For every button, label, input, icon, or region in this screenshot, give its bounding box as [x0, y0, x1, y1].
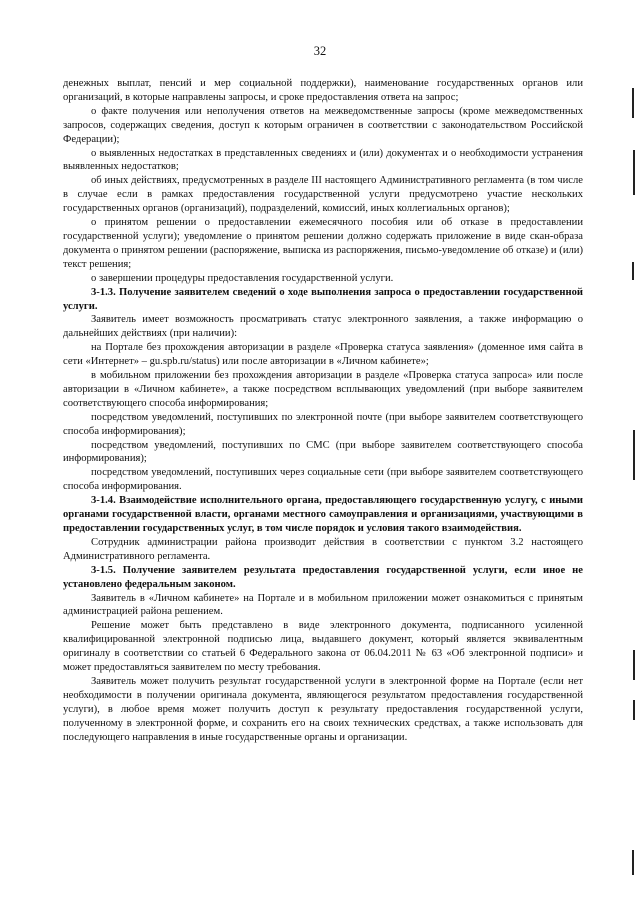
- paragraph-1: денежных выплат, пенсий и мер социальной поддержки), наименование государственных органов или организаций, в которые направлены запросы, и сроке предоставления ответа на запрос;: [63, 78, 583, 103]
- paragraph-15: Сотрудник администрации района производит действия в соответствии с пунктом 3.2 настоящего Административного регламента.: [63, 536, 583, 562]
- paragraph-12: посредством уведомлений, поступивших по СМС (при выборе заявителем соответствующего способа информирования);: [63, 439, 583, 465]
- scan-mark: [632, 262, 634, 280]
- paragraph-13: посредством уведомлений, поступивших через социальные сети (при выборе заявителем соответствующего способа информирования.: [63, 467, 583, 493]
- paragraph-2: о факте получения или неполучения ответов на межведомственные запросы (кроме межведомственных запросов, содержащих сведения, доступ к которым ограничен в соответствии с законодательством Российской Федерации);: [63, 105, 583, 145]
- section-heading-3-1-5: 3-1.5. Получение заявителем результата предоставления государственной услуги, если иное не установлено федеральным законом.: [63, 564, 583, 590]
- paragraph-11: посредством уведомлений, поступивших по электронной почте (при выборе заявителем соответствующего способа информирования);: [63, 411, 583, 437]
- paragraph-5: о принятом решении о предоставлении ежемесячного пособия или об отказе в предоставлении государственной услуги); уведомление о принятом решении должно содержать приложение в виде скан-образа документа о принятом решении (распоряжение, выписка из распоряжения, письмо-уведомление об отказе) и (или) текст решения;: [63, 217, 583, 270]
- scan-mark: [633, 150, 635, 195]
- section-heading-3-1-3: 3-1.3. Получение заявителем сведений о ходе выполнения запроса о предоставлении государственной услуги.: [63, 286, 583, 312]
- scan-mark: [633, 700, 635, 720]
- scan-mark: [632, 850, 634, 875]
- scan-mark: [633, 430, 635, 480]
- document-body: [63, 77, 583, 745]
- section-heading-3-1-4: 3-1.4. Взаимодействие исполнительного органа, предоставляющего государственную услугу, с иными органами государственной власти, органами местного самоуправления и организациями, участвующими в предоставлении государственных услуг, в том числе порядок и условия такого взаимодействия.: [63, 495, 583, 534]
- page-number: 32: [313, 44, 327, 58]
- paragraph-6: о завершении процедуры предоставления государственной услуги.: [91, 272, 394, 284]
- paragraph-17: Заявитель в «Личном кабинете» на Портале и в мобильном приложении может ознакомиться с принятым администрацией района решением.: [63, 592, 583, 618]
- paragraph-19: Заявитель может получить результат государственной услуги в электронной форме на Портале (если нет необходимости в получении оригинала документа, являющегося результатом предоставления государственной услуги), в любое время может получить доступ к результату предоставления государственной услуги, полученному в электронной форме, и сохранить его на своих технических средствах, а также использовать для последующего направления в иные государственные органы и организации.: [63, 675, 583, 743]
- scan-mark: [633, 650, 635, 680]
- paragraph-8: Заявитель имеет возможность просматривать статус электронного заявления, а также информацию о дальнейших действиях (при наличии):: [63, 314, 583, 340]
- paragraph-3: о выявленных недостатках в представленных сведениях и (или) документах и о необходимости устранения выявленных недостатков;: [63, 147, 583, 173]
- paragraph-4: об иных действиях, предусмотренных в разделе III настоящего Административного регламента (в том числе в случае если в рамках предоставления государственной услуги предусмотрено участие нескольких государственных органов (организаций), подразделений, комиссий, иных коллегиальных органов);: [63, 175, 583, 215]
- scan-mark: [632, 88, 634, 118]
- paragraph-9: на Портале без прохождения авторизации в разделе «Проверка статуса заявления» (доменное имя сайта в сети «Интернет» – gu.spb.ru/status) или после авторизации в «Личном кабинете»;: [63, 342, 583, 368]
- paragraph-18: Решение может быть представлено в виде электронного документа, подписанного усиленной квалифицированной электронной подписью лица, выдавшего документ, который является эквивалентным оригиналу в соответствии со статьей 6 Федерального закона от 06.04.2011 № 63 «Об электронной подписи» и может предоставляться заявителем по месту требования.: [63, 620, 583, 674]
- paragraph-10: в мобильном приложении без прохождения авторизации в разделе «Проверка статуса запроса» или после авторизации в «Личном кабинете», а также посредством всплывающих уведомлений (при выборе заявителем соответствующего способа информирования;: [63, 370, 583, 409]
